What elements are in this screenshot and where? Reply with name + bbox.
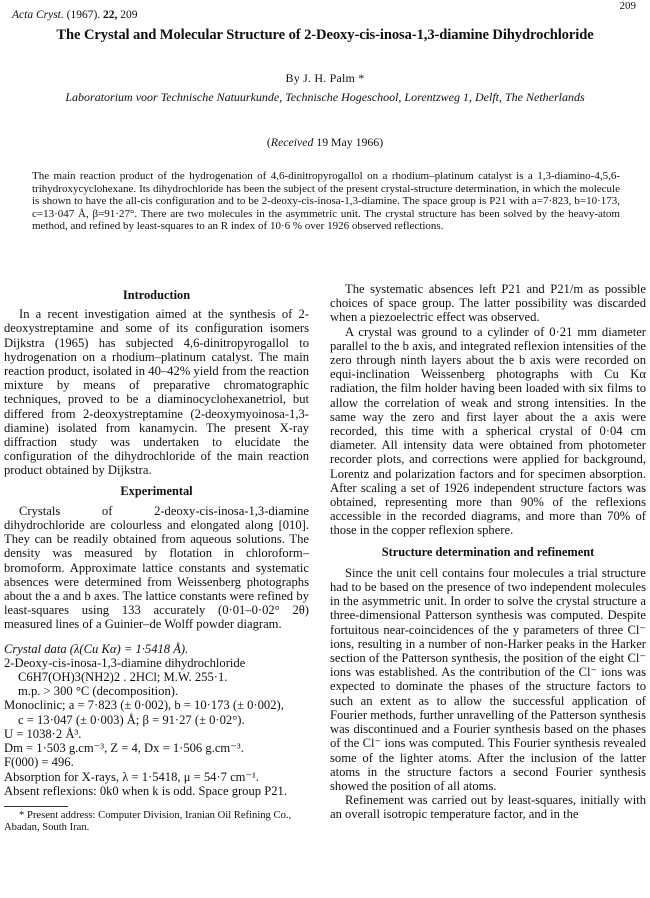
introduction-paragraph: In a recent investigation aimed at the synthesis of 2-deoxystreptamine and some of its configuration isomers Dijkstra (1965) has subjected 4,6-dinitropyrogallol to hydrogenation on a rhodium–platinum catalyst. The main reaction product, isolated in 40–42% yield from the reaction mixture by means of preparative chromatographic techniques, proved to be a diaminocyclohexanetriol, but differed from 2-deoxystreptamine (2-deoxymyoinosa-1,3-diamine) isolated from kanamycin. The present X-ray diffraction study was undertaken to elucidate the configuration of the dihydrochloride of the main reaction product obtained by Dijkstra. — [4, 307, 309, 478]
right-column — [330, 282, 646, 822]
crystal-data-melting-point: m.p. > 300 °C (decomposition). — [18, 684, 179, 699]
journal-year: (1967). — [66, 9, 101, 21]
author-byline: By J. H. Palm * — [285, 71, 365, 85]
structure-determination-paragraph: Since the unit cell contains four molecules a trial structure had to be based on the presence of two independent molecules in the asymmetric unit. In order to solve the crystal structure a three-dimensional Patterson synthesis was computed. Despite fortuitous near-coincidences of the y parameters of three Cl⁻ ions, resulting in a number of non-Harker peaks in the Harker section of the Patterson synthesis, the position of the eight Cl⁻ ions was established. As the contribution of the Cl⁻ ions was expected to dominate the phases of the structure factors to such an extent as to allow the successful application of Fourier methods, further unravelling of the Patterson synthesis was discontinued and a Fourier synthesis based on the phases of the Cl⁻ ions was computed. This Fourier synthesis revealed some of the lighter atoms. After the inclusion of the latter atoms in the structure factors a second Fourier synthesis showed the position of all atoms. — [330, 565, 646, 793]
crystal-data-cell-2: c = 13·047 (± 0·003) Å; β = 91·27 (± 0·02°). — [18, 712, 245, 727]
journal-name: Acta Cryst. — [12, 9, 64, 21]
journal-volume: 22, — [103, 9, 118, 21]
structure-determination-heading: Structure determination and refinement — [381, 544, 595, 559]
crystal-data-cell-1: Monoclinic; a = 7·823 (± 0·002), b = 10·173 (± 0·002), — [4, 698, 284, 713]
journal-start-page: 209 — [120, 9, 138, 21]
crystal-data-absences: Absent reflexions: 0k0 when k is odd. Space group P21. — [4, 783, 287, 798]
data-collection-paragraph: A crystal was ground to a cylinder of 0·21 mm diameter parallel to the b axis, and integrated reflexion intensities of the zero through ninth layers about the b axis were recorded on equi-inclination Weissenberg photographs with Cu Kα radiation, the film holder having been loaded with six films to allow the correlation of weak and strong intensities. In the same way the zero and first layer about the a axis were recorded, this time with a spherical crystal of 0·04 cm diameter. All intensity data were obtained from photometer recorder plots, and corrections were applied for background, Lorentz and polarization factors and for specimen absorption. After scaling a set of 1926 independent structure factors was obtained, representing more than 90% of the reflexions accessible in the recorded diagrams, and more than 70% of those in the copper reflexion sphere. — [330, 324, 646, 538]
crystal-data-density: Dm = 1·503 g.cm⁻³, Z = 4, Dx = 1·506 g.cm⁻³. — [4, 741, 244, 756]
crystal-data-absorption: Absorption for X-rays, λ = 1·5418, μ = 54·7 cm⁻¹. — [4, 769, 260, 784]
crystal-data-formula: C6H7(OH)3(NH2)2 . 2HCl; M.W. 255·1. — [18, 670, 228, 685]
abstract: The main reaction product of the hydrogenation of 4,6-dinitropyrogallol on a rhodium–platinum catalyst is a 1,3-diamino-4,5,6-trihydroxycyclohexane. Its dihydrochloride has been the subject of the present crystal-structure determination, in which the molecule is shown to have the all-cis configuration and to be 2-deoxy-cis-inosa-1,3-diamine. The space group is P21 with a=7·823, b=10·173, c=13·047 Å, β=91·27°. There are two molecules in the asymmetric unit. The crystal structure has been solved by the heavy-atom method, and refined by least-squares to an R index of 10·6 % over 1926 observed reflections. — [32, 170, 620, 233]
crystal-data-heading: Crystal data (λ(Cu Kα) = 1·5418 Å). — [4, 641, 189, 656]
refinement-paragraph: Refinement was carried out by least-squares, initially with an overall isotropic temperature factor, and in the — [330, 793, 646, 822]
experimental-heading: Experimental — [120, 483, 193, 498]
footnote: * Present address: Computer Division, Iranian Oil Refining Co., Abadan, South Iran. — [4, 809, 292, 833]
crystal-data-compound: 2-Deoxy-cis-inosa-1,3-diamine dihydrochloride — [4, 655, 246, 670]
space-group-paragraph: The systematic absences left P21 and P21/m as possible choices of space group. The latter possibility was discarded when a piezoelectric effect was observed. — [330, 282, 646, 325]
article-title: The Crystal and Molecular Structure of 2-Deoxy-cis-inosa-1,3-diamine Dihydrochloride — [56, 27, 594, 43]
left-column — [4, 280, 309, 834]
crystal-data-volume: U = 1038·2 Å³. — [4, 726, 82, 741]
crystal-data-block — [4, 642, 309, 798]
introduction-heading: Introduction — [122, 288, 191, 302]
crystal-data-f000: F(000) = 496. — [4, 755, 74, 770]
author-affiliation: Laboratorium voor Technische Natuurkunde, Technische Hogeschool, Lorentzweg 1, Delft, The Netherlands — [65, 90, 585, 104]
received-date: (Received 19 May 1966) — [266, 135, 384, 149]
received-label: Received — [270, 135, 314, 149]
received-value: 19 May 1966 — [316, 135, 380, 149]
page-number: 209 — [619, 0, 636, 12]
experimental-paragraph: Crystals of 2-deoxy-cis-inosa-1,3-diamine dihydrochloride are colourless and elongated along [010]. They can be readily obtained from aqueous solutions. The density was measured by flotation in chloroform–bromoform. Approximate lattice constants and systematic absences were determined from Weissenberg photographs about the a and b axes. The lattice constants were refined by least-squares using 133 accurately (0·01–0·02° 2θ) measured lines of a Guinier–de Wolff powder diagram. — [4, 503, 309, 632]
footnote-rule — [4, 806, 68, 807]
journal-reference — [12, 9, 138, 21]
